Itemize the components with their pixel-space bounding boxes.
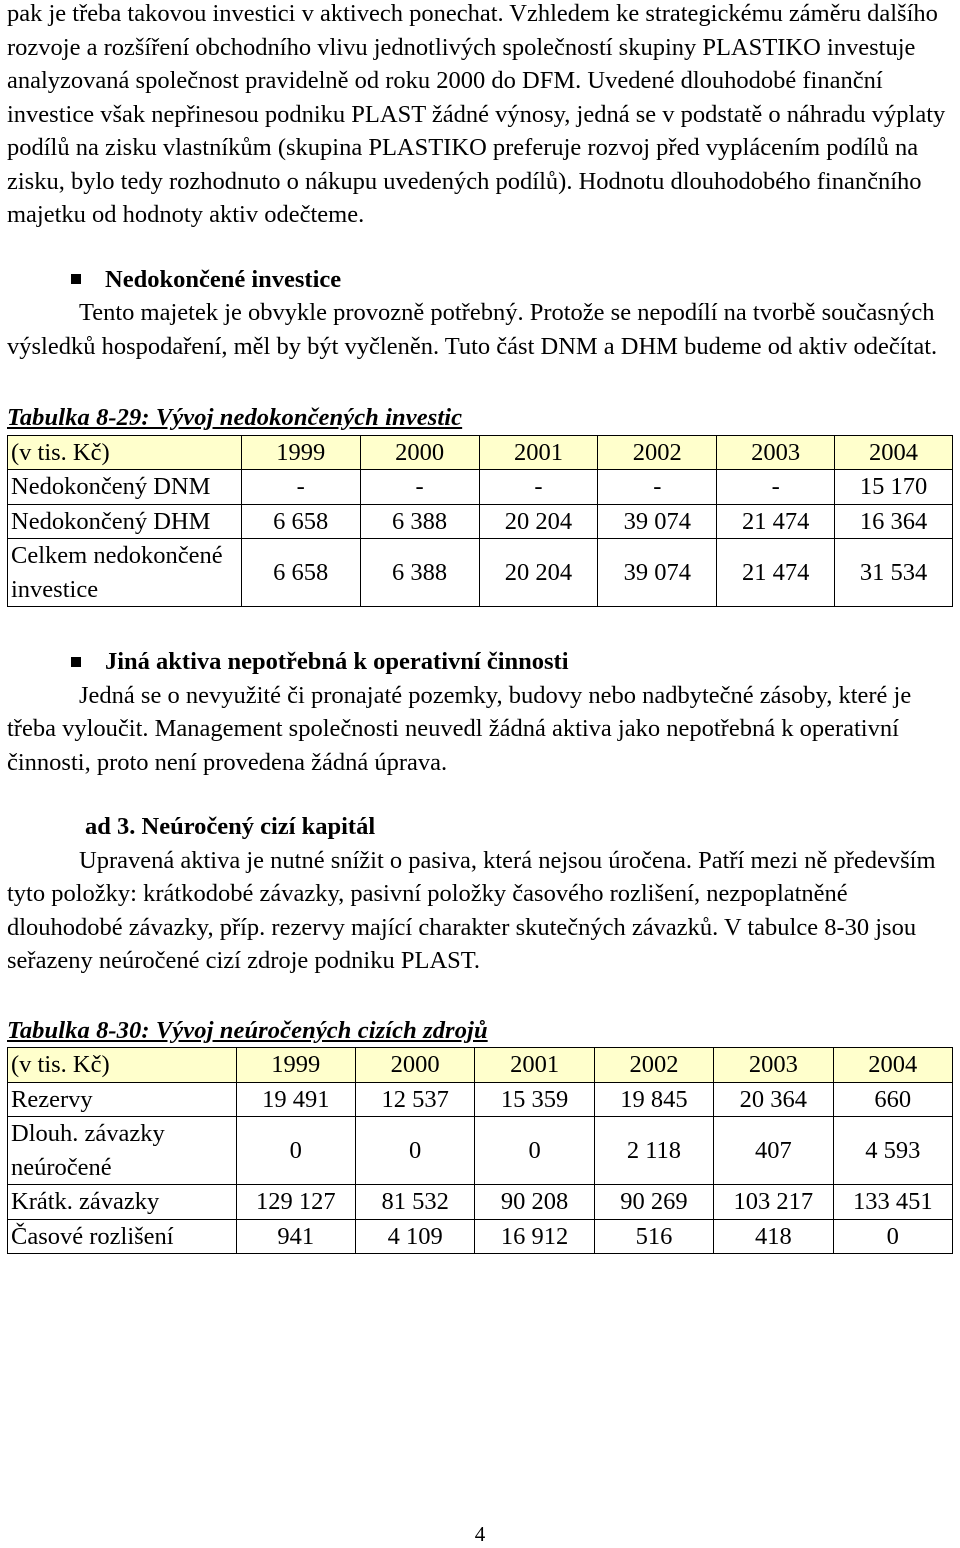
table-row xyxy=(8,470,953,505)
table-8-29-header-year: 2001 xyxy=(479,435,598,470)
other-assets-text: Jedná se o nevyužité či pronajaté pozemky, budovy nebo nadbytečné zásoby, které je třeba vyloučit. Management společnosti neuvedl žádná aktiva jako nepotřebná k operativní činnosti, proto není provedena žádná úprava. xyxy=(7,681,912,776)
cell: 4 593 xyxy=(833,1117,952,1185)
cell: 90 208 xyxy=(475,1185,594,1220)
cell: 39 074 xyxy=(598,504,717,539)
cell: 941 xyxy=(236,1219,355,1254)
table-row xyxy=(8,504,953,539)
table-8-30-header-year: 2002 xyxy=(594,1048,713,1083)
cell: 31 534 xyxy=(835,539,953,607)
cell: 6 388 xyxy=(360,539,479,607)
unfinished-investments-heading-text: Nedokončené investice xyxy=(105,265,342,293)
page-number: 4 xyxy=(474,1522,486,1546)
cell: 19 845 xyxy=(594,1082,713,1117)
cell: 39 074 xyxy=(598,539,717,607)
table-8-29-header-year: 1999 xyxy=(241,435,360,470)
cell: 0 xyxy=(236,1117,355,1185)
cell: 20 204 xyxy=(479,504,598,539)
table-row xyxy=(8,539,953,607)
cell: 20 204 xyxy=(479,539,598,607)
table-8-30-header-year: 2000 xyxy=(355,1048,474,1083)
row-label: Nedokončený DNM xyxy=(8,470,242,505)
cell: 15 170 xyxy=(835,470,953,505)
table-8-29-header-year: 2003 xyxy=(717,435,835,470)
row-label: Dlouh. závazky neúročené xyxy=(8,1117,237,1185)
cell: 6 658 xyxy=(241,539,360,607)
unfinished-investments-text: Tento majetek je obvykle provozně potřebný. Protože se nepodílí na tvorbě současných výsledků hospodaření, měl by být vyčleněn. Tuto část DNM a DHM budeme od aktiv odečítat. xyxy=(7,299,938,360)
row-label: Celkem nedokončené investice xyxy=(8,539,242,607)
cell: 21 474 xyxy=(717,504,835,539)
bullet-icon xyxy=(71,274,81,284)
cell: 16 912 xyxy=(475,1219,594,1254)
cell: 0 xyxy=(355,1117,474,1185)
other-assets-heading-text: Jiná aktiva nepotřebná k operativní činnosti xyxy=(105,648,569,675)
table-8-29-header-year: 2002 xyxy=(598,435,717,470)
table-8-29-header-unit: (v tis. Kč) xyxy=(8,435,242,470)
cell: 103 217 xyxy=(714,1185,833,1220)
cell: 19 491 xyxy=(236,1082,355,1117)
cell: - xyxy=(241,470,360,505)
table-8-29-header-year: 2004 xyxy=(835,435,953,470)
document-page xyxy=(7,0,955,1254)
cell: - xyxy=(598,470,717,505)
row-label: Krátk. závazky xyxy=(8,1185,237,1220)
cell: 407 xyxy=(714,1117,833,1185)
cell: 0 xyxy=(833,1219,952,1254)
table-row xyxy=(8,1219,953,1254)
cell: - xyxy=(360,470,479,505)
cell: 418 xyxy=(714,1219,833,1254)
intro-paragraph: pak je třeba takovou investici v aktivech ponechat. Vzhledem ke strategickému záměru dalšího rozvoje a rozšíření obchodního vlivu jednotlivých společností skupiny PLASTIKO investuje analyzovaná společnost pravidelně od roku 2000 do DFM. Uvedené dlouhodobé finanční investice však nepřinesou podniku PLAST žádné výnosy, jedná se v podstatě o náhradu výplaty podílů na zisku vlastníkům (skupina PLASTIKO preferuje rozvoj před vyplácením podílů na zisku, bylo tedy rozhodnuto o nákupu uvedených podílů). Hodnotu dlouhodobého finančního majetku od hodnoty aktiv odečteme. xyxy=(7,0,946,228)
table-8-30-header-unit: (v tis. Kč) xyxy=(8,1048,237,1083)
cell: 20 364 xyxy=(714,1082,833,1117)
cell: 6 658 xyxy=(241,504,360,539)
table-8-30-header-year: 2004 xyxy=(833,1048,952,1083)
cell: 660 xyxy=(833,1082,952,1117)
table-8-30-header-row xyxy=(8,1048,953,1083)
table-8-30-header-year: 2001 xyxy=(475,1048,594,1083)
cell: 4 109 xyxy=(355,1219,474,1254)
bullet-icon xyxy=(71,657,81,667)
cell: 16 364 xyxy=(835,504,953,539)
ad3-heading: ad 3. Neúročený cizí kapitál xyxy=(85,813,376,840)
table-8-29-header-year: 2000 xyxy=(360,435,479,470)
cell: - xyxy=(717,470,835,505)
row-label: Nedokončený DHM xyxy=(8,504,242,539)
table-8-29-caption: Tabulka 8-29: Vývoj nedokončených investic xyxy=(7,404,463,431)
row-label: Rezervy xyxy=(8,1082,237,1117)
row-label: Časové rozlišení xyxy=(8,1219,237,1254)
table-row xyxy=(8,1117,953,1185)
cell: 516 xyxy=(594,1219,713,1254)
cell: 0 xyxy=(475,1117,594,1185)
other-assets-heading xyxy=(7,645,955,679)
cell: 15 359 xyxy=(475,1082,594,1117)
table-8-29 xyxy=(7,435,953,608)
cell: 21 474 xyxy=(717,539,835,607)
table-8-29-header-row xyxy=(8,435,953,470)
table-row xyxy=(8,1082,953,1117)
cell: 133 451 xyxy=(833,1185,952,1220)
cell: - xyxy=(479,470,598,505)
cell: 90 269 xyxy=(594,1185,713,1220)
cell: 12 537 xyxy=(355,1082,474,1117)
cell: 6 388 xyxy=(360,504,479,539)
table-8-30-header-year: 2003 xyxy=(714,1048,833,1083)
cell: 81 532 xyxy=(355,1185,474,1220)
cell: 2 118 xyxy=(594,1117,713,1185)
table-8-30-caption: Tabulka 8-30: Vývoj neúročených cizích zdrojů xyxy=(7,1016,488,1044)
table-8-30-header-year: 1999 xyxy=(236,1048,355,1083)
table-8-30 xyxy=(7,1047,953,1254)
ad3-text: Upravená aktiva je nutné snížit o pasiva, která nejsou úročena. Patří mezi ně především tyto položky: krátkodobé závazky, pasivní položky časového rozlišení, nezpoplatněné dlouhodobé závazky, příp. rezervy mající charakter skutečných závazků. V tabulce 8-30 jsou seřazeny neúročené cizí zdroje podniku PLAST. xyxy=(7,846,936,974)
cell: 129 127 xyxy=(236,1185,355,1220)
unfinished-investments-heading xyxy=(7,263,955,297)
table-row xyxy=(8,1185,953,1220)
